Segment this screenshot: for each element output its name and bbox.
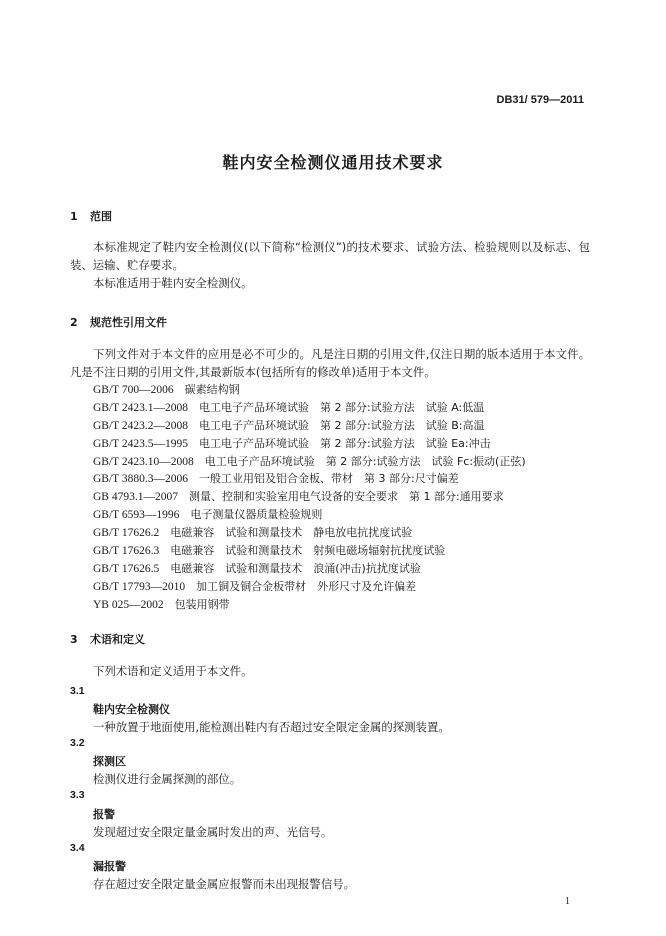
reference-item bbox=[93, 542, 526, 560]
reference-code: GB/T 2423.5—1995 bbox=[93, 437, 188, 450]
section-heading-normative bbox=[70, 314, 167, 330]
reference-code: GB/T 2423.10—2008 bbox=[93, 455, 194, 468]
reference-title: 电工电子产品环境试验 第 2 部分:试验方法 试验 B:高温 bbox=[199, 418, 485, 432]
reference-title: 一般工业用铝及铝合金板、带材 第 3 部分:尺寸偏差 bbox=[199, 472, 459, 486]
reference-title: 电工电子产品环境试验 第 2 部分:试验方法 试验 Ea:冲击 bbox=[199, 436, 491, 450]
reference-code: GB/T 17626.3 bbox=[93, 545, 160, 558]
reference-item bbox=[93, 524, 526, 542]
reference-code: GB/T 700—2006 bbox=[93, 384, 174, 396]
reference-title: 电子测量仪器质量检验规则 bbox=[190, 508, 323, 522]
term-definition: 检测仪进行金属探测的部位。 bbox=[93, 772, 242, 786]
reference-item bbox=[93, 453, 526, 471]
reference-code: GB/T 17626.5 bbox=[93, 562, 160, 575]
section-title: 术语和定义 bbox=[90, 633, 145, 646]
section-heading-terms bbox=[70, 631, 145, 647]
reference-code: GB/T 3880.3—2006 bbox=[93, 473, 188, 486]
term-name: 鞋内安全检测仪 bbox=[93, 703, 170, 716]
reference-title: 包装用钢带 bbox=[174, 597, 230, 611]
section-heading-scope bbox=[70, 208, 112, 224]
term-definition: 发现超过安全限定量金属时发出的声、光信号。 bbox=[93, 825, 333, 839]
term-definition: 一种放置于地面使用,能检测出鞋内有否超过安全限定金属的探测装置。 bbox=[93, 720, 450, 734]
term-name: 漏报警 bbox=[93, 860, 126, 873]
reference-title: 电工电子产品环境试验 第 2 部分:试验方法 试验 A:低温 bbox=[199, 400, 485, 414]
section-number: 2 bbox=[70, 316, 78, 329]
scope-paragraph: 本标准规定了鞋内安全检测仪(以下简称“检测仪”)的技术要求、试验方法、检验规则以及标志、包装、运输、贮存要求。 bbox=[70, 240, 590, 272]
reference-item bbox=[93, 560, 526, 578]
reference-item bbox=[93, 381, 526, 399]
section-number: 3 bbox=[70, 633, 78, 646]
page-number: 1 bbox=[565, 896, 570, 907]
reference-list bbox=[93, 381, 526, 614]
term-name: 报警 bbox=[93, 808, 115, 821]
term-definition: 存在超过安全限定量金属应报警而未出现报警信号。 bbox=[93, 877, 355, 891]
reference-item bbox=[93, 417, 526, 435]
standard-code: DB31/ 579—2011 bbox=[496, 94, 584, 106]
normative-intro: 下列文件对于本文件的应用是必不可少的。凡是注日期的引用文件,仅注日期的版本适用于本文件。凡是不注日期的引用文件,其最新版本(包括所有的修改单)适用于本文件。 bbox=[70, 347, 590, 379]
reference-code: GB 4793.1—2007 bbox=[93, 491, 178, 504]
reference-item bbox=[93, 506, 526, 524]
section-title: 范围 bbox=[90, 210, 112, 223]
reference-code: GB/T 2423.2—2008 bbox=[93, 419, 188, 432]
reference-code: GB/T 17793—2010 bbox=[93, 580, 186, 593]
reference-title: 测量、控制和实验室用电气设备的安全要求 第 1 部分:通用要求 bbox=[188, 490, 504, 504]
term-number: 3.3 bbox=[70, 789, 85, 801]
reference-item bbox=[93, 578, 526, 596]
reference-title: 碳素结构钢 bbox=[184, 383, 240, 396]
section-title: 规范性引用文件 bbox=[90, 316, 167, 329]
reference-item bbox=[93, 488, 526, 506]
reference-code: GB/T 6593—1996 bbox=[93, 509, 180, 522]
reference-item bbox=[93, 399, 526, 417]
reference-code: GB/T 17626.2 bbox=[93, 527, 160, 540]
reference-code: GB/T 2423.1—2008 bbox=[93, 401, 188, 414]
term-number: 3.1 bbox=[70, 685, 85, 697]
term-name: 探测区 bbox=[93, 755, 126, 768]
scope-applicability: 本标准适用于鞋内安全检测仪。 bbox=[93, 276, 253, 290]
terms-intro: 下列术语和定义适用于本文件。 bbox=[93, 664, 253, 678]
reference-item bbox=[93, 596, 526, 614]
document-title: 鞋内安全检测仪通用技术要求 bbox=[222, 153, 444, 172]
section-number: 1 bbox=[70, 210, 78, 223]
reference-title: 加工铜及铜合金板带材 外形尺寸及允许偏差 bbox=[196, 579, 417, 593]
term-number: 3.4 bbox=[70, 842, 85, 854]
reference-code: YB 025—2002 bbox=[93, 598, 164, 611]
reference-title: 电磁兼容 试验和测量技术 静电放电抗扰度试验 bbox=[170, 526, 413, 540]
reference-title: 电磁兼容 试验和测量技术 浪涌(冲击)抗扰度试验 bbox=[170, 561, 421, 575]
reference-item bbox=[93, 470, 526, 488]
reference-title: 电工电子产品环境试验 第 2 部分:试验方法 试验 Fc:振动(正弦) bbox=[204, 454, 526, 468]
reference-title: 电磁兼容 试验和测量技术 射频电磁场辐射抗扰度试验 bbox=[170, 544, 446, 558]
reference-item bbox=[93, 435, 526, 453]
term-number: 3.2 bbox=[70, 737, 85, 749]
